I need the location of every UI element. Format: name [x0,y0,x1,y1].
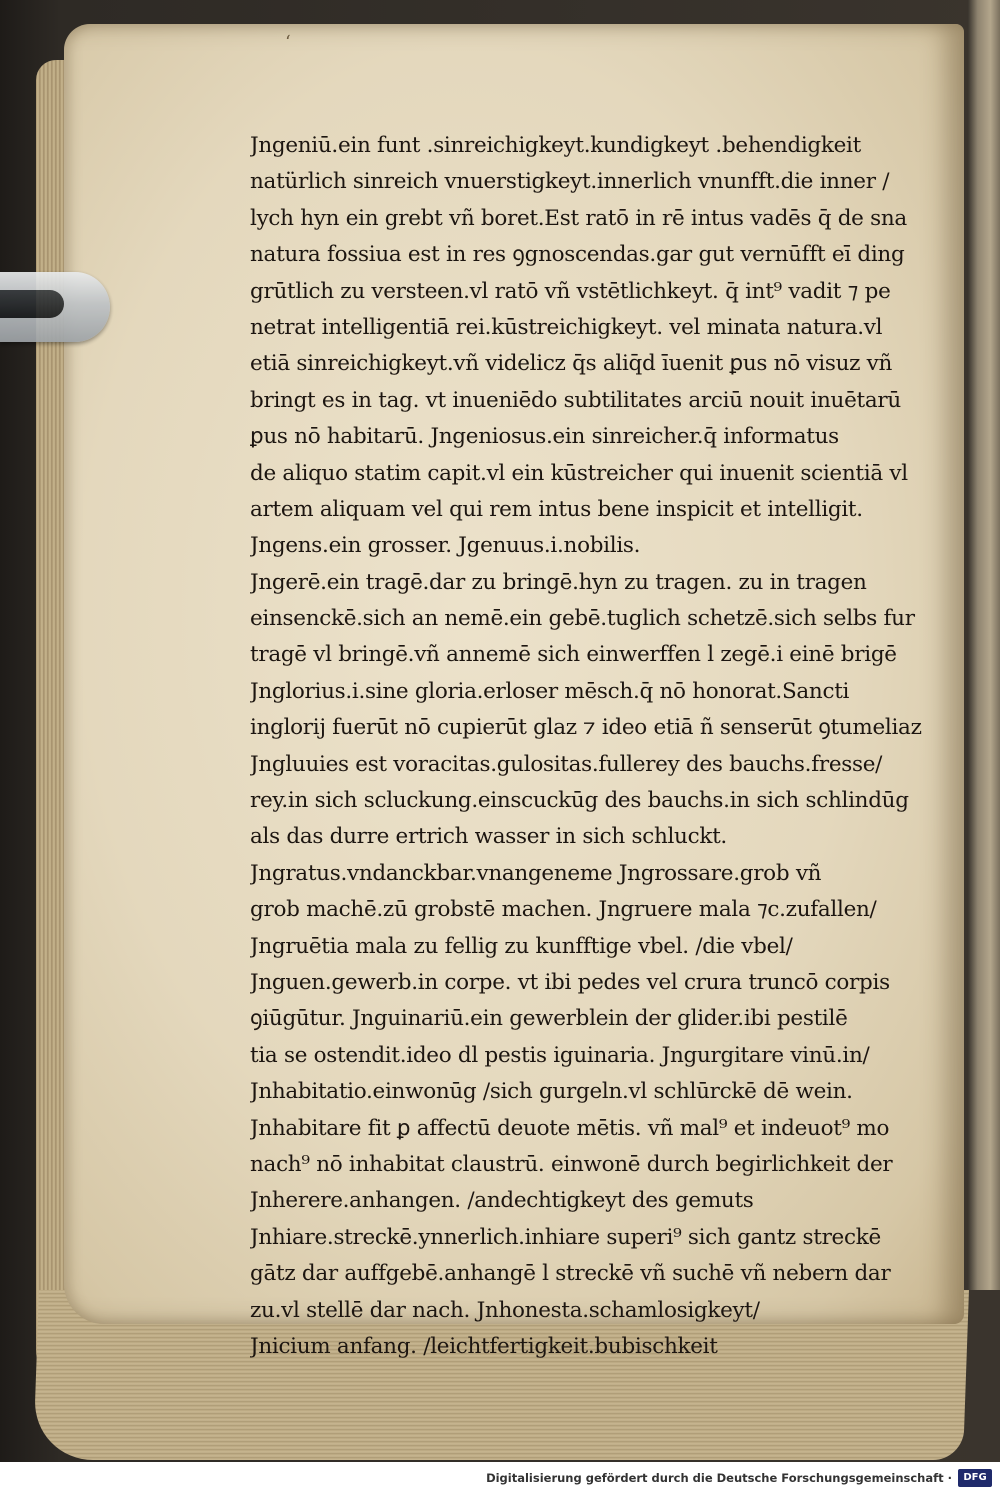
text-line: gātz dar auffgebē.anhangē l streckē vñ suchē vñ nebern dar [250,1261,891,1287]
text-line: als das durre ertrich wasser in sich schluckt. [250,824,727,850]
text-line: Jnherere.anhangen. /andechtigkeyt des gemuts [250,1188,754,1214]
text-line: einsenckē.sich an nemē.ein gebē.tuglich schetzē.sich selbs fur [250,606,915,632]
text-line: Jnhiare.streckē.ynnerlich.inhiare superi⁹ sich gantz streckē [250,1224,881,1250]
text-line: Jngruētia mala zu fellig zu kunfftige vbel. /die vbel/ [250,933,793,959]
text-line: etiā sinreichigkeyt.vñ videlicz q̄s aliq̄d īuenit ꝑus nō visuz vñ [250,351,893,377]
text-line: Jngluuies est voracitas.gulositas.fullerey des bauchs.fresse/ [250,751,883,777]
text-line: lych hyn ein grebt vñ boret.Est ratō in rē intus vadēs q̄ de sna [250,205,907,231]
facing-page-edge [968,0,1000,1290]
text-line: grob machē.zū grobstē machen. Jngruere mala ⁊c.zufallen/ [250,897,877,923]
text-line: Jnicium anfang. /leichtfertigkeit.bubischkeit [250,1333,718,1359]
dfg-logo: DFG [958,1469,992,1487]
text-line: Jnhabitatio.einwonūg /sich gurgeln.vl schlūrckē dē wein. [250,1079,853,1105]
text-line: artem aliquam vel qui rem intus bene inspicit et intelligit. [250,496,863,522]
text-line: inglorij fuerūt nō cupierūt glaz ⁊ ideo etiā ñ senserūt ꝯtumeliaz [250,715,922,741]
text-line: Jngens.ein grosser. Jgenuus.i.nobilis. [250,533,641,559]
footer-credit: Digitalisierung gefördert durch die Deutsche Forschungsgemeinschaft · [486,1471,952,1485]
text-line: netrat intelligentiā rei.kūstreichigkeyt. vel minata natura.vl [250,314,883,340]
text-line: tia se ostendit.ideo dl pestis iguinaria. Jngurgitare vinū.in/ [250,1042,870,1068]
text-line: Jngratus.vndanckbar.vnangeneme Jngrossare.grob vñ [250,860,822,886]
text-line: bringt es in tag. vt inueniēdo subtilitates arciū nouit inuētarū [250,387,901,413]
text-line: Jnglorius.i.sine gloria.erloser mēsch.q̄ nō honorat.Sancti [250,678,850,704]
text-line: grūtlich zu versteen.vl ratō vñ vstētlichkeyt. q̄ int⁹ vadit ⁊ pe [250,278,891,304]
text-line: ꝑus nō habitarū. Jngeniosus.ein sinreicher.q̄ informatus [250,424,839,450]
text-line: Jnhabitare fit ꝑ affectū deuote mētis. vñ mal⁹ et indeuot⁹ mo [250,1115,890,1141]
footer-bar [0,1462,1000,1496]
text-line: rey.in sich scluckung.einscuckūg des bauchs.in sich schlindūg [250,788,909,814]
text-line: natura fossiua est in res ꝯgnoscendas.gar gut vernūfft eī ding [250,242,905,268]
page-clip [0,272,110,342]
page-text [250,128,945,1365]
text-line: Jngeniū.ein funt .sinreichigkeyt.kundigkeyt .behendigkeit [250,133,861,158]
text-line: zu.vl stellē dar nach. Jnhonesta.schamlosigkeyt/ [250,1297,760,1323]
text-line: ꝯiūgūtur. Jnguinariū.ein gewerblein der glider.ibi pestilē [250,1006,848,1032]
text-line: Jnguen.gewerb.in corpe. vt ibi pedes vel crura truncō corpis [250,969,890,995]
text-line: tragē vl bringē.vñ annemē sich einwerffen l zegē.i einē brigē [250,642,897,668]
text-line: Jngerē.ein tragē.dar zu bringē.hyn zu tragen. zu in tragen [250,569,867,595]
text-line: nach⁹ nō inhabitat claustrū. einwonē durch begirlichkeit der [250,1151,893,1177]
text-line: natürlich sinreich vnuerstigkeyt.innerlich vnunfft.die inner / [250,169,890,195]
margin-mark: ʻ [285,32,291,53]
text-line: de aliquo statim capit.vl ein kūstreicher qui inuenit scientiā vl [250,460,908,486]
